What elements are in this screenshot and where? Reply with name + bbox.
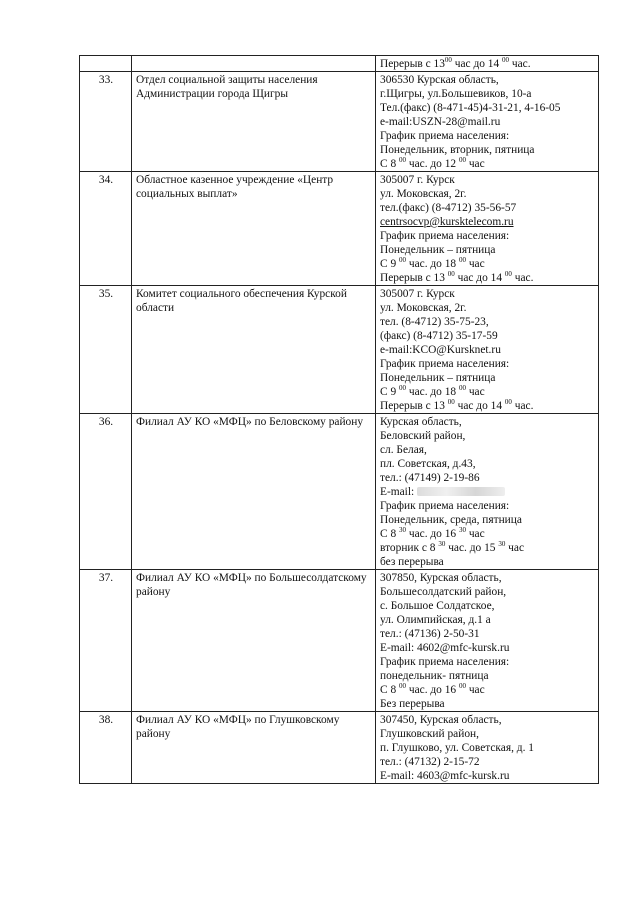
institution-name: Областное казенное учреждение «Центр социальных выплат» — [136, 174, 334, 200]
contact-line — [380, 201, 595, 215]
contact-text: сл. Белая, — [380, 444, 427, 456]
contact-text: График приема населения: — [380, 230, 510, 242]
contact-line — [380, 541, 595, 555]
contact-text: Большесолдатский район, — [380, 586, 507, 598]
row-number-cell — [80, 172, 132, 286]
contact-line — [380, 385, 595, 399]
contact-text: 307450, Курская область, — [380, 714, 502, 726]
contact-line — [380, 243, 595, 257]
time-superscript: 30 — [399, 526, 406, 534]
institution-name-cell — [132, 286, 376, 414]
contact-line — [380, 727, 595, 741]
contact-text: час. — [511, 400, 534, 412]
contact-line — [380, 513, 595, 527]
institution-name: Комитет социального обеспечения Курской области — [136, 288, 347, 314]
contact-text: без перерыва — [380, 556, 444, 568]
contact-text: тел.: (47132) 2-15-72 — [380, 756, 480, 768]
contact-text: тел.: (47136) 2-50-31 — [380, 628, 480, 640]
contact-text: ул. Моковская, 2г. — [380, 302, 467, 314]
contact-text: час. — [509, 58, 531, 70]
row-number-cell — [80, 72, 132, 172]
table-row — [80, 172, 599, 286]
contact-text: Курская область, — [380, 416, 462, 428]
contact-line — [380, 287, 595, 301]
contact-info-cell — [376, 414, 599, 570]
contact-text: Понедельник, вторник, пятница — [380, 144, 535, 156]
table-row — [80, 56, 599, 72]
contact-text: час. до 18 — [406, 258, 459, 270]
time-superscript: 00 — [458, 256, 466, 264]
contact-text: Перерыв с 13 — [380, 58, 445, 70]
institutions-table — [79, 55, 599, 784]
time-superscript: 00 — [399, 384, 406, 392]
time-superscript: 00 — [458, 156, 466, 164]
time-superscript: 00 — [458, 682, 466, 690]
contact-text: График приема населения: — [380, 500, 510, 512]
contact-text: С 8 — [380, 158, 399, 170]
contact-text: час. до 16 — [406, 528, 459, 540]
contact-text: понедельник- пятница — [380, 670, 489, 682]
contact-line — [380, 485, 595, 499]
contact-line — [380, 73, 595, 87]
contact-text: Понедельник – пятница — [380, 372, 496, 384]
time-superscript: 30 — [498, 540, 506, 548]
contact-text: час — [465, 258, 485, 270]
contact-text: час — [505, 542, 525, 554]
institution-name-cell — [132, 56, 376, 72]
contact-line — [380, 429, 595, 443]
contact-line — [380, 613, 595, 627]
contact-line — [380, 343, 595, 357]
blurred-email — [417, 487, 505, 496]
institution-name-cell — [132, 570, 376, 712]
contact-line — [380, 371, 595, 385]
contact-info-cell — [376, 570, 599, 712]
contact-line — [380, 683, 595, 697]
contact-text: час. до 18 — [406, 386, 459, 398]
contact-line — [380, 115, 595, 129]
contact-text: час — [465, 386, 485, 398]
contact-info-cell — [376, 712, 599, 784]
contact-text: Тел.(факс) (8-471-45)4-31-21, 4-16-05 — [380, 102, 561, 114]
contact-line — [380, 443, 595, 457]
contact-line — [380, 271, 595, 285]
contact-line — [380, 257, 595, 271]
contact-text: (факс) (8-4712) 35-17-59 — [380, 330, 498, 342]
contact-line — [380, 301, 595, 315]
time-superscript: 00 — [399, 156, 406, 164]
row-number-cell — [80, 414, 132, 570]
contact-text: E-mail: — [380, 486, 418, 498]
institution-name-cell — [132, 172, 376, 286]
contact-text: График приема населения: — [380, 130, 510, 142]
time-superscript: 30 — [458, 526, 466, 534]
contact-text: С 9 — [380, 386, 399, 398]
contact-text: час — [465, 684, 485, 696]
contact-text: 305007 г. Курск — [380, 288, 455, 300]
contact-info-cell — [376, 56, 599, 72]
contact-line — [380, 229, 595, 243]
contact-text: 305007 г. Курск — [380, 174, 455, 186]
contact-line — [380, 527, 595, 541]
contact-text: ул. Моковская, 2г. — [380, 188, 467, 200]
institution-name-cell — [132, 72, 376, 172]
contact-line — [380, 627, 595, 641]
row-number: 36. — [98, 416, 114, 428]
contact-info-cell — [376, 286, 599, 414]
contact-text: час — [465, 528, 485, 540]
contact-line — [380, 555, 595, 569]
contact-text: час. до 15 — [445, 542, 499, 554]
contact-line — [380, 669, 595, 683]
row-number-cell — [80, 712, 132, 784]
contact-line — [380, 157, 595, 171]
contact-text: тел.(факс) (8-4712) 35-56-57 — [380, 202, 517, 214]
contact-text: тел.: (47149) 2-19-86 — [380, 472, 480, 484]
contact-text: E-mail: 4603@mfc-kursk.ru — [380, 770, 510, 782]
contact-line — [380, 457, 595, 471]
contact-text: e-mail:USZN-28@mail.ru — [380, 116, 501, 128]
contact-info-cell — [376, 172, 599, 286]
contact-text: час до 14 — [454, 272, 505, 284]
contact-text: Перерыв с 13 — [380, 272, 448, 284]
contact-text: centrsocvp@kursktelecom.ru — [380, 216, 514, 228]
row-number-cell — [80, 570, 132, 712]
institution-name: Филиал АУ КО «МФЦ» по Большесолдатскому району — [136, 572, 367, 598]
time-superscript: 30 — [438, 540, 446, 548]
contact-text: График приема населения: — [380, 358, 510, 370]
contact-line — [380, 315, 595, 329]
row-number: 38. — [98, 714, 114, 726]
contact-text: Глушковский район, — [380, 728, 479, 740]
row-number-cell — [80, 56, 132, 72]
time-superscript: 00 — [447, 398, 455, 406]
institution-name: Филиал АУ КО «МФЦ» по Глушковскому району — [136, 714, 340, 740]
contact-line — [380, 471, 595, 485]
contact-line — [380, 415, 595, 429]
time-superscript: 00 — [447, 270, 455, 278]
contact-line — [380, 87, 595, 101]
contact-text: час — [465, 158, 485, 170]
table-row — [80, 712, 599, 784]
institutions-table-body — [80, 56, 599, 784]
contact-text: час. до 16 — [406, 684, 459, 696]
contact-line — [380, 57, 595, 71]
contact-text: п. Глушково, ул. Советская, д. 1 — [380, 742, 534, 754]
contact-text: ул. Олимпийская, д.1 а — [380, 614, 491, 626]
contact-line — [380, 755, 595, 769]
contact-line — [380, 769, 595, 783]
contact-line — [380, 129, 595, 143]
contact-text: Перерыв с 13 — [380, 400, 448, 412]
row-number: 33. — [98, 74, 114, 86]
contact-text: 307850, Курская область, — [380, 572, 502, 584]
contact-line — [380, 697, 595, 711]
time-superscript: 00 — [399, 256, 406, 264]
contact-text: с. Большое Солдатское, — [380, 600, 495, 612]
time-superscript: 00 — [399, 682, 406, 690]
contact-line — [380, 357, 595, 371]
contact-line — [380, 641, 595, 655]
time-superscript: 00 — [504, 270, 512, 278]
contact-line — [380, 499, 595, 513]
contact-text: E-mail: 4602@mfc-kursk.ru — [380, 642, 510, 654]
time-superscript: 00 — [502, 56, 510, 64]
contact-line — [380, 599, 595, 613]
contact-line — [380, 329, 595, 343]
contact-text: С 8 — [380, 528, 399, 540]
contact-text: час до 14 — [454, 400, 505, 412]
contact-text: час. до 12 — [406, 158, 459, 170]
contact-line — [380, 399, 595, 413]
institution-name: Отдел социальной защиты населения Администрации города Щигры — [136, 74, 318, 100]
table-row — [80, 72, 599, 172]
contact-text: Беловский район, — [380, 430, 466, 442]
contact-line — [380, 173, 595, 187]
row-number: 34. — [98, 174, 114, 186]
contact-text: График приема населения: — [380, 656, 510, 668]
contact-text: тел. (8-4712) 35-75-23, — [380, 316, 489, 328]
table-row — [80, 286, 599, 414]
contact-text: час до 14 — [451, 58, 503, 70]
contact-text: e-mail:KCO@Kursknet.ru — [380, 344, 501, 356]
contact-text: Без перерыва — [380, 698, 445, 710]
contact-text: Понедельник, среда, пятница — [380, 514, 522, 526]
contact-text: г.Щигры, ул.Большевиков, 10-а — [380, 88, 532, 100]
contact-info-cell — [376, 72, 599, 172]
contact-text: 306530 Курская область, — [380, 74, 499, 86]
contact-text: пл. Советская, д.43, — [380, 458, 476, 470]
institution-name: Филиал АУ КО «МФЦ» по Беловскому району — [136, 416, 364, 428]
contact-text: Понедельник – пятница — [380, 244, 496, 256]
institution-name-cell — [132, 414, 376, 570]
contact-line — [380, 101, 595, 115]
time-superscript: 00 — [504, 398, 512, 406]
contact-text: С 9 — [380, 258, 399, 270]
time-superscript: 00 — [458, 384, 466, 392]
contact-text: час. — [511, 272, 534, 284]
contact-line — [380, 655, 595, 669]
contact-line — [380, 143, 595, 157]
contact-line — [380, 713, 595, 727]
institution-name-cell — [132, 712, 376, 784]
contact-text: вторник с 8 — [380, 542, 439, 554]
contact-line — [380, 741, 595, 755]
time-superscript: 00 — [444, 56, 452, 64]
contact-line — [380, 187, 595, 201]
table-row — [80, 414, 599, 570]
contact-text: С 8 — [380, 684, 399, 696]
table-row — [80, 570, 599, 712]
row-number: 35. — [98, 288, 114, 300]
row-number: 37. — [98, 572, 114, 584]
contact-line — [380, 571, 595, 585]
contact-line — [380, 585, 595, 599]
row-number-cell — [80, 286, 132, 414]
contact-line — [380, 215, 595, 229]
